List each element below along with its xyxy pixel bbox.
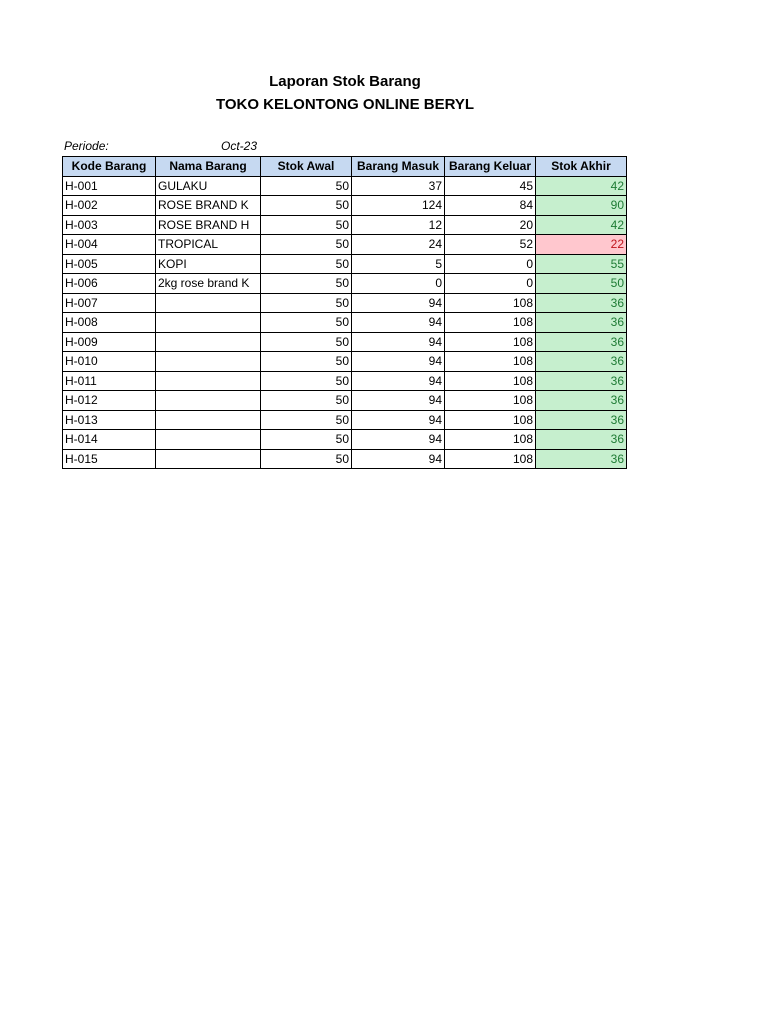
cell-nama-barang: ROSE BRAND H <box>156 215 261 235</box>
table-row <box>63 449 627 469</box>
cell-stok-awal: 50 <box>261 176 352 196</box>
report-title: Laporan Stok Barang <box>269 73 421 90</box>
cell-kode-barang: H-007 <box>63 293 156 313</box>
cell-kode-barang: H-014 <box>63 430 156 450</box>
cell-nama-barang: KOPI <box>156 254 261 274</box>
periode-value: Oct-23 <box>221 139 258 153</box>
table-row <box>63 313 627 333</box>
header-nama-barang: Nama Barang <box>156 157 261 177</box>
cell-stok-awal: 50 <box>261 313 352 333</box>
cell-stok-akhir: 55 <box>536 254 627 274</box>
cell-stok-akhir: 36 <box>536 371 627 391</box>
cell-stok-akhir: 36 <box>536 391 627 411</box>
cell-stok-akhir: 22 <box>536 235 627 255</box>
cell-barang-keluar: 108 <box>445 430 536 450</box>
cell-barang-keluar: 0 <box>445 274 536 294</box>
cell-barang-masuk: 94 <box>352 391 445 411</box>
cell-barang-masuk: 24 <box>352 235 445 255</box>
cell-barang-masuk: 94 <box>352 293 445 313</box>
cell-kode-barang: H-013 <box>63 410 156 430</box>
cell-stok-awal: 50 <box>261 215 352 235</box>
cell-stok-awal: 50 <box>261 293 352 313</box>
cell-nama-barang: ROSE BRAND K <box>156 196 261 216</box>
cell-kode-barang: H-004 <box>63 235 156 255</box>
table-row <box>63 430 627 450</box>
table-row <box>63 254 627 274</box>
cell-kode-barang: H-009 <box>63 332 156 352</box>
cell-barang-masuk: 94 <box>352 352 445 372</box>
table-row <box>63 274 627 294</box>
periode-label: Periode: <box>64 139 109 153</box>
table-body <box>63 176 627 469</box>
cell-stok-awal: 50 <box>261 332 352 352</box>
cell-stok-awal: 50 <box>261 254 352 274</box>
table-row <box>63 293 627 313</box>
cell-nama-barang <box>156 391 261 411</box>
cell-barang-masuk: 0 <box>352 274 445 294</box>
cell-stok-akhir: 36 <box>536 430 627 450</box>
cell-stok-akhir: 50 <box>536 274 627 294</box>
header-stok-awal: Stok Awal <box>261 157 352 177</box>
cell-nama-barang <box>156 371 261 391</box>
cell-barang-masuk: 94 <box>352 313 445 333</box>
cell-barang-masuk: 94 <box>352 430 445 450</box>
cell-nama-barang <box>156 352 261 372</box>
cell-barang-masuk: 94 <box>352 449 445 469</box>
cell-stok-akhir: 36 <box>536 293 627 313</box>
cell-kode-barang: H-008 <box>63 313 156 333</box>
cell-stok-akhir: 36 <box>536 313 627 333</box>
cell-stok-akhir: 36 <box>536 352 627 372</box>
cell-barang-keluar: 20 <box>445 215 536 235</box>
cell-kode-barang: H-005 <box>63 254 156 274</box>
cell-stok-akhir: 42 <box>536 176 627 196</box>
cell-stok-akhir: 36 <box>536 449 627 469</box>
store-name: TOKO KELONTONG ONLINE BERYL <box>215 96 475 113</box>
cell-barang-keluar: 108 <box>445 293 536 313</box>
cell-nama-barang <box>156 449 261 469</box>
cell-barang-keluar: 52 <box>445 235 536 255</box>
cell-barang-masuk: 124 <box>352 196 445 216</box>
cell-nama-barang: 2kg rose brand K <box>156 274 261 294</box>
cell-nama-barang <box>156 430 261 450</box>
cell-nama-barang <box>156 410 261 430</box>
cell-stok-awal: 50 <box>261 449 352 469</box>
cell-kode-barang: H-015 <box>63 449 156 469</box>
cell-barang-keluar: 108 <box>445 391 536 411</box>
cell-stok-awal: 50 <box>261 274 352 294</box>
cell-nama-barang: TROPICAL <box>156 235 261 255</box>
cell-barang-masuk: 5 <box>352 254 445 274</box>
cell-stok-awal: 50 <box>261 410 352 430</box>
cell-barang-keluar: 108 <box>445 410 536 430</box>
table-row <box>63 410 627 430</box>
cell-barang-keluar: 45 <box>445 176 536 196</box>
cell-kode-barang: H-003 <box>63 215 156 235</box>
cell-kode-barang: H-012 <box>63 391 156 411</box>
table-header-row <box>63 157 627 177</box>
header-barang-masuk: Barang Masuk <box>352 157 445 177</box>
cell-barang-masuk: 94 <box>352 332 445 352</box>
cell-barang-masuk: 37 <box>352 176 445 196</box>
cell-barang-masuk: 12 <box>352 215 445 235</box>
cell-kode-barang: H-011 <box>63 371 156 391</box>
cell-barang-masuk: 94 <box>352 371 445 391</box>
header-kode-barang: Kode Barang <box>63 157 156 177</box>
cell-kode-barang: H-006 <box>63 274 156 294</box>
cell-stok-awal: 50 <box>261 430 352 450</box>
cell-stok-awal: 50 <box>261 391 352 411</box>
table-row <box>63 352 627 372</box>
cell-kode-barang: H-001 <box>63 176 156 196</box>
stock-table <box>62 156 627 469</box>
cell-nama-barang <box>156 313 261 333</box>
table-row <box>63 215 627 235</box>
cell-nama-barang <box>156 293 261 313</box>
table-row <box>63 391 627 411</box>
table-row <box>63 371 627 391</box>
header-stok-akhir: Stok Akhir <box>536 157 627 177</box>
cell-stok-awal: 50 <box>261 352 352 372</box>
table-row <box>63 196 627 216</box>
cell-nama-barang <box>156 332 261 352</box>
cell-barang-keluar: 0 <box>445 254 536 274</box>
table-row <box>63 176 627 196</box>
cell-stok-awal: 50 <box>261 371 352 391</box>
cell-stok-akhir: 36 <box>536 410 627 430</box>
header-barang-keluar: Barang Keluar <box>445 157 536 177</box>
cell-stok-akhir: 42 <box>536 215 627 235</box>
cell-barang-keluar: 108 <box>445 371 536 391</box>
cell-kode-barang: H-002 <box>63 196 156 216</box>
cell-stok-akhir: 90 <box>536 196 627 216</box>
cell-kode-barang: H-010 <box>63 352 156 372</box>
table-row <box>63 332 627 352</box>
cell-barang-keluar: 108 <box>445 352 536 372</box>
cell-barang-keluar: 108 <box>445 449 536 469</box>
cell-nama-barang: GULAKU <box>156 176 261 196</box>
cell-stok-awal: 50 <box>261 235 352 255</box>
cell-barang-masuk: 94 <box>352 410 445 430</box>
cell-barang-keluar: 84 <box>445 196 536 216</box>
cell-stok-awal: 50 <box>261 196 352 216</box>
cell-stok-akhir: 36 <box>536 332 627 352</box>
cell-barang-keluar: 108 <box>445 313 536 333</box>
table-row <box>63 235 627 255</box>
cell-barang-keluar: 108 <box>445 332 536 352</box>
